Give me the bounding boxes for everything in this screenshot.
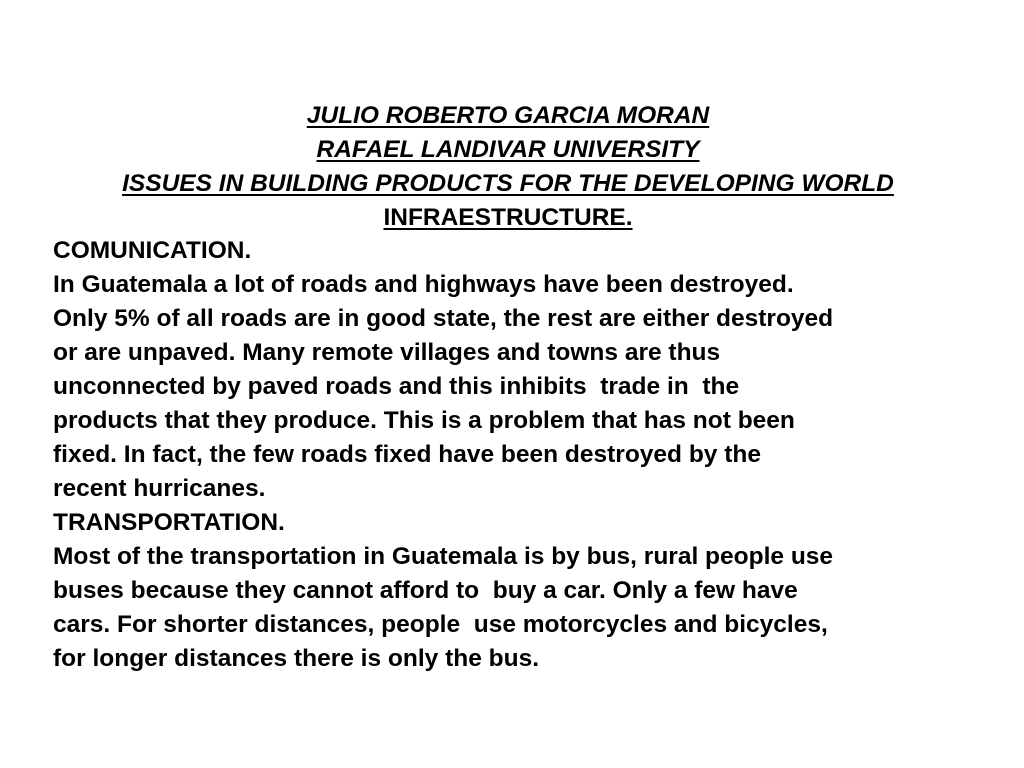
author-name: JULIO ROBERTO GARCIA MORAN: [306, 102, 710, 129]
text-line: fixed. In fact, the few roads fixed have been destroyed by the: [53, 441, 761, 468]
text-line: recent hurricanes.: [53, 475, 266, 502]
university-name: RAFAEL LANDIVAR UNIVERSITY: [316, 136, 700, 163]
transportation-heading: TRANSPORTATION.: [53, 509, 285, 536]
text-line: or are unpaved. Many remote villages and towns are thus: [53, 339, 721, 366]
text-line: In Guatemala a lot of roads and highways have been destroyed.: [53, 271, 794, 298]
text-line: Most of the transportation in Guatemala is by bus, rural people use: [53, 543, 834, 570]
topic-title: INFRAESTRUCTURE.: [383, 204, 633, 231]
body-text: [53, 234, 1013, 676]
course-title: ISSUES IN BUILDING PRODUCTS FOR THE DEVELOPING WORLD: [122, 170, 894, 197]
text-line: Only 5% of all roads are in good state, the rest are either destroyed: [53, 305, 834, 332]
text-line: for longer distances there is only the bus.: [53, 645, 540, 672]
text-line: products that they produce. This is a problem that has not been: [53, 407, 795, 434]
text-line: buses because they cannot afford to buy a car. Only a few have: [53, 577, 798, 604]
text-line: cars. For shorter distances, people use motorcycles and bicycles,: [53, 611, 828, 638]
text-line: unconnected by paved roads and this inhibits trade in the: [53, 373, 740, 400]
communication-heading: COMUNICATION.: [53, 237, 252, 264]
title-block: [40, 99, 976, 235]
transportation-paragraph: [53, 540, 1013, 676]
communication-paragraph: [53, 268, 1013, 506]
